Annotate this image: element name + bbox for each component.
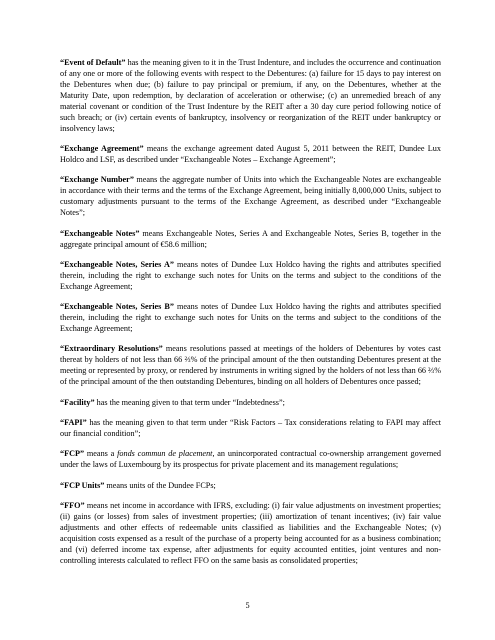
term-event-of-default: “Event of Default” [60, 58, 126, 67]
definition-exchangeable-notes [60, 229, 441, 251]
definition-exchange-agreement [60, 144, 441, 166]
definition-ffo [60, 501, 441, 567]
definition-text: means the aggregate number of Units into which the Exchangeable Notes are exchangeable in accordance with their terms and the terms of the Exchange Agreement, being initially 8,000,000 Units, subject to customary adjustments pursuant to the terms of the Exchange Agreement, as described under “Exchangeable Notes”; [60, 175, 441, 218]
term-fcp: “FCP” [60, 449, 85, 459]
definition-fapi [60, 418, 441, 440]
term-fapi: “FAPI” [60, 417, 87, 427]
definitions-list [60, 58, 441, 576]
definition-text: has the meaning given to that term under “Risk Factors – Tax considerations relating to FAPI may affect our financial condition”; [60, 417, 441, 438]
definition-fcp [60, 449, 441, 471]
term-exchangeable-notes: “Exchangeable Notes” [60, 228, 140, 238]
definition-text: means the exchange agreement dated August 5, 2011 between the REIT, Dundee Lux Holdco and LSF, as described under “Exchangeable Notes – Exchange Agreement”; [60, 144, 441, 165]
definition-exchange-number [60, 175, 441, 219]
term-exchangeable-notes-series-b: “Exchangeable Notes, Series B” [60, 302, 174, 312]
definition-facility [60, 398, 441, 409]
term-exchange-number: “Exchange Number” [60, 175, 134, 185]
term-ffo: “FFO” [60, 500, 85, 510]
term-extraordinary-resolutions: “Extraordinary Resolutions” [60, 344, 163, 354]
definition-extraordinary-resolutions [60, 344, 441, 388]
definition-text: has the meaning given to it in the Trust Indenture, and includes the occurrence and continuation of any one or more of the following events with respect to the Debentures: (a) failure for 15 days to pay interest on the Debentures when due; (b) failure to pay principal or premium, if any, on the Debentures, whether at the Maturity Date, upon redemption, by declaration of acceleration or otherwise; (c) an unremedied breach of any material covenant or condition of the Trust Indenture by the REIT after a 30 day cure period following notice of such breach; or (iv) certain events of bankruptcy, insolvency or reorganization of the REIT under bankruptcy or insolvency laws; [60, 58, 441, 133]
term-exchangeable-notes-series-a: “Exchangeable Notes, Series A” [60, 259, 174, 269]
definition-text: means notes of Dundee Lux Holdco having the rights and attributes specified therein, including the right to exchange such notes for Units on the terms and subject to the conditions of the Exchange Agreement; [60, 302, 441, 334]
definition-text: , an unincorporated contractual co-ownership arrangement governed under the laws of Luxembourg by its prospectus for private placement and its management regulations; [60, 449, 441, 470]
definition-exchangeable-notes-series-b [60, 302, 441, 335]
page-number: 5 [245, 601, 250, 610]
term-fcp-units: “FCP Units” [60, 480, 105, 490]
term-exchange-agreement: “Exchange Agreement” [60, 144, 144, 154]
definition-text: means Exchangeable Notes, Series A and Exchangeable Notes, Series B, together in the aggregate principal amount of €58.6 million; [60, 228, 441, 249]
definition-exchangeable-notes-series-a [60, 260, 441, 293]
definition-text: has the meaning given to that term under “Indebtedness”; [94, 397, 285, 407]
definition-text: means resolutions passed at meetings of the holders of Debentures by votes cast thereat by holders of not less than 66 ⅔% of the principal amount of the then outstanding Debentures present at the meeting or represented by proxy, or rendered by instruments in writing signed by the holders of not less than 66 ⅔% of the principal amount of the then outstanding Debentures, binding on all holders of Debentures once passed; [60, 344, 442, 387]
definition-italic-phrase: fonds commun de placement [117, 449, 213, 459]
term-facility: “Facility” [60, 397, 95, 407]
definition-text: means notes of Dundee Lux Holdco having the rights and attributes specified therein, including the right to exchange such notes for Units on the terms and subject to the conditions of the Exchange Agreement; [60, 259, 441, 291]
definition-text-prefix: means a [84, 449, 118, 459]
definition-text: means units of the Dundee FCPs; [104, 480, 216, 490]
definition-text: means net income in accordance with IFRS, excluding: (i) fair value adjustments on investment properties; (ii) gains (or losses) from sales of investment properties; (iii) amortization of tenant incentives; (iv) fair value adjustments and other effects of redeemable units classified as liabilities and the Exchangeable Notes; (v) acquisition costs expensed as a result of the purchase of a property being accounted for as a business combination; and (vi) deferred income tax expense, after adjustments for equity accounted entities, joint ventures and non-controlling interests calculated to reflect FFO on the same basis as consolidated properties; [60, 500, 441, 565]
definition-fcp-units [60, 481, 441, 492]
definition-event-of-default [60, 58, 441, 135]
